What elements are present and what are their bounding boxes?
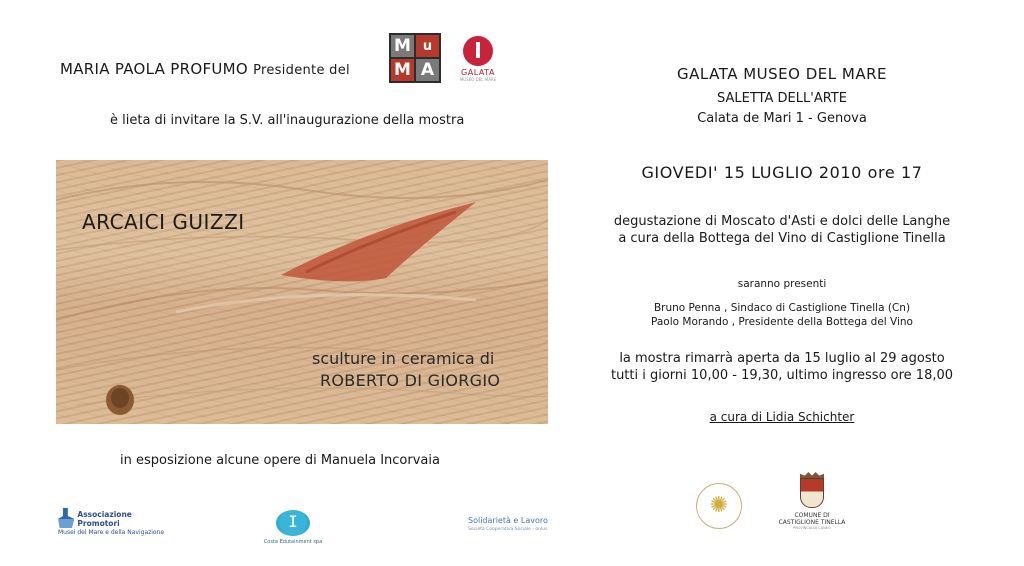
- opening-line-2: tutti i giorni 10,00 - 19,30, ultimo ingresso ore 18,00: [610, 368, 954, 383]
- venue-hall: SALETTA DELL'ARTE: [717, 91, 847, 106]
- galata-logo-sub: MUSEO DEL MARE: [459, 77, 497, 82]
- associazione-logo-line2: Musei del Mare e della Navigazione: [58, 529, 165, 536]
- solidarieta-logo-line1: Solidarietà e Lavoro: [468, 516, 548, 525]
- artwork-image: [56, 160, 548, 424]
- associazione-logo-line1: Associazione Promotori: [77, 510, 132, 528]
- present-label: saranno presenti: [737, 278, 827, 290]
- host-name: MARIA PAOLA PROFUMO: [60, 60, 249, 78]
- muma-logo-letter: u: [416, 35, 439, 57]
- opening-line-1: la mostra rimarrà aperta da 15 luglio al 29 agosto: [619, 351, 945, 366]
- muma-logo-letter: M: [391, 35, 414, 57]
- ship-icon: [58, 508, 74, 528]
- comune-logo-line3: PROVINCIA DI CUNEO: [793, 526, 831, 530]
- guest-line-1: Bruno Penna , Sindaco di Castiglione Tinella (Cn): [653, 302, 911, 314]
- costa-logo: [262, 510, 324, 545]
- associazione-logo: [58, 508, 168, 536]
- coat-of-arms-icon: [800, 478, 824, 508]
- comune-logo-line1: COMUNE DI: [794, 512, 830, 519]
- galata-emblem-icon: [463, 36, 493, 66]
- sun-flower-icon: [696, 483, 742, 529]
- muma-logo: [389, 33, 441, 83]
- tasting-line-1: degustazione di Moscato d'Asti e dolci delle Langhe: [613, 214, 951, 229]
- exhibition-subtitle: sculture in ceramica di: [312, 349, 495, 368]
- event-date: GIOVEDI' 15 LUGLIO 2010 ore 17: [641, 163, 923, 182]
- curator-line: a cura di Lidia Schichter: [709, 410, 855, 424]
- leaf-icon: [276, 510, 310, 536]
- host-role: Presidente del: [253, 63, 350, 78]
- galata-logo-label: GALATA: [461, 68, 495, 77]
- invite-line: è lieta di invitare la S.V. all'inaugurazione della mostra: [110, 113, 465, 128]
- tasting-line-2: a cura della Bottega del Vino di Castiglione Tinella: [618, 231, 946, 246]
- muma-logo-letter: M: [391, 59, 414, 81]
- galata-logo: [458, 36, 498, 82]
- costa-logo-caption: Costa Edutainment spa: [263, 539, 323, 545]
- exhibition-artist: ROBERTO DI GIORGIO: [320, 371, 501, 390]
- solidarieta-logo: [468, 516, 552, 532]
- venue-name: GALATA MUSEO DEL MARE: [677, 65, 887, 83]
- muma-logo-letter: A: [416, 59, 439, 81]
- solidarieta-logo-line2: Società Cooperativa Sociale - onlus: [468, 527, 548, 532]
- comune-logo: [772, 472, 852, 530]
- guest-line-2: Paolo Morando , Presidente della Bottega del Vino: [651, 316, 913, 328]
- also-exhibited-line: in esposizione alcune opere di Manuela Incorvaia: [120, 453, 440, 468]
- moscato-logo: [696, 483, 744, 531]
- host-line: [60, 60, 350, 78]
- exhibition-title: ARCAICI GUIZZI: [82, 210, 245, 234]
- venue-address: Calata de Mari 1 - Genova: [697, 111, 867, 126]
- comune-logo-line2: CASTIGLIONE TINELLA: [778, 519, 846, 526]
